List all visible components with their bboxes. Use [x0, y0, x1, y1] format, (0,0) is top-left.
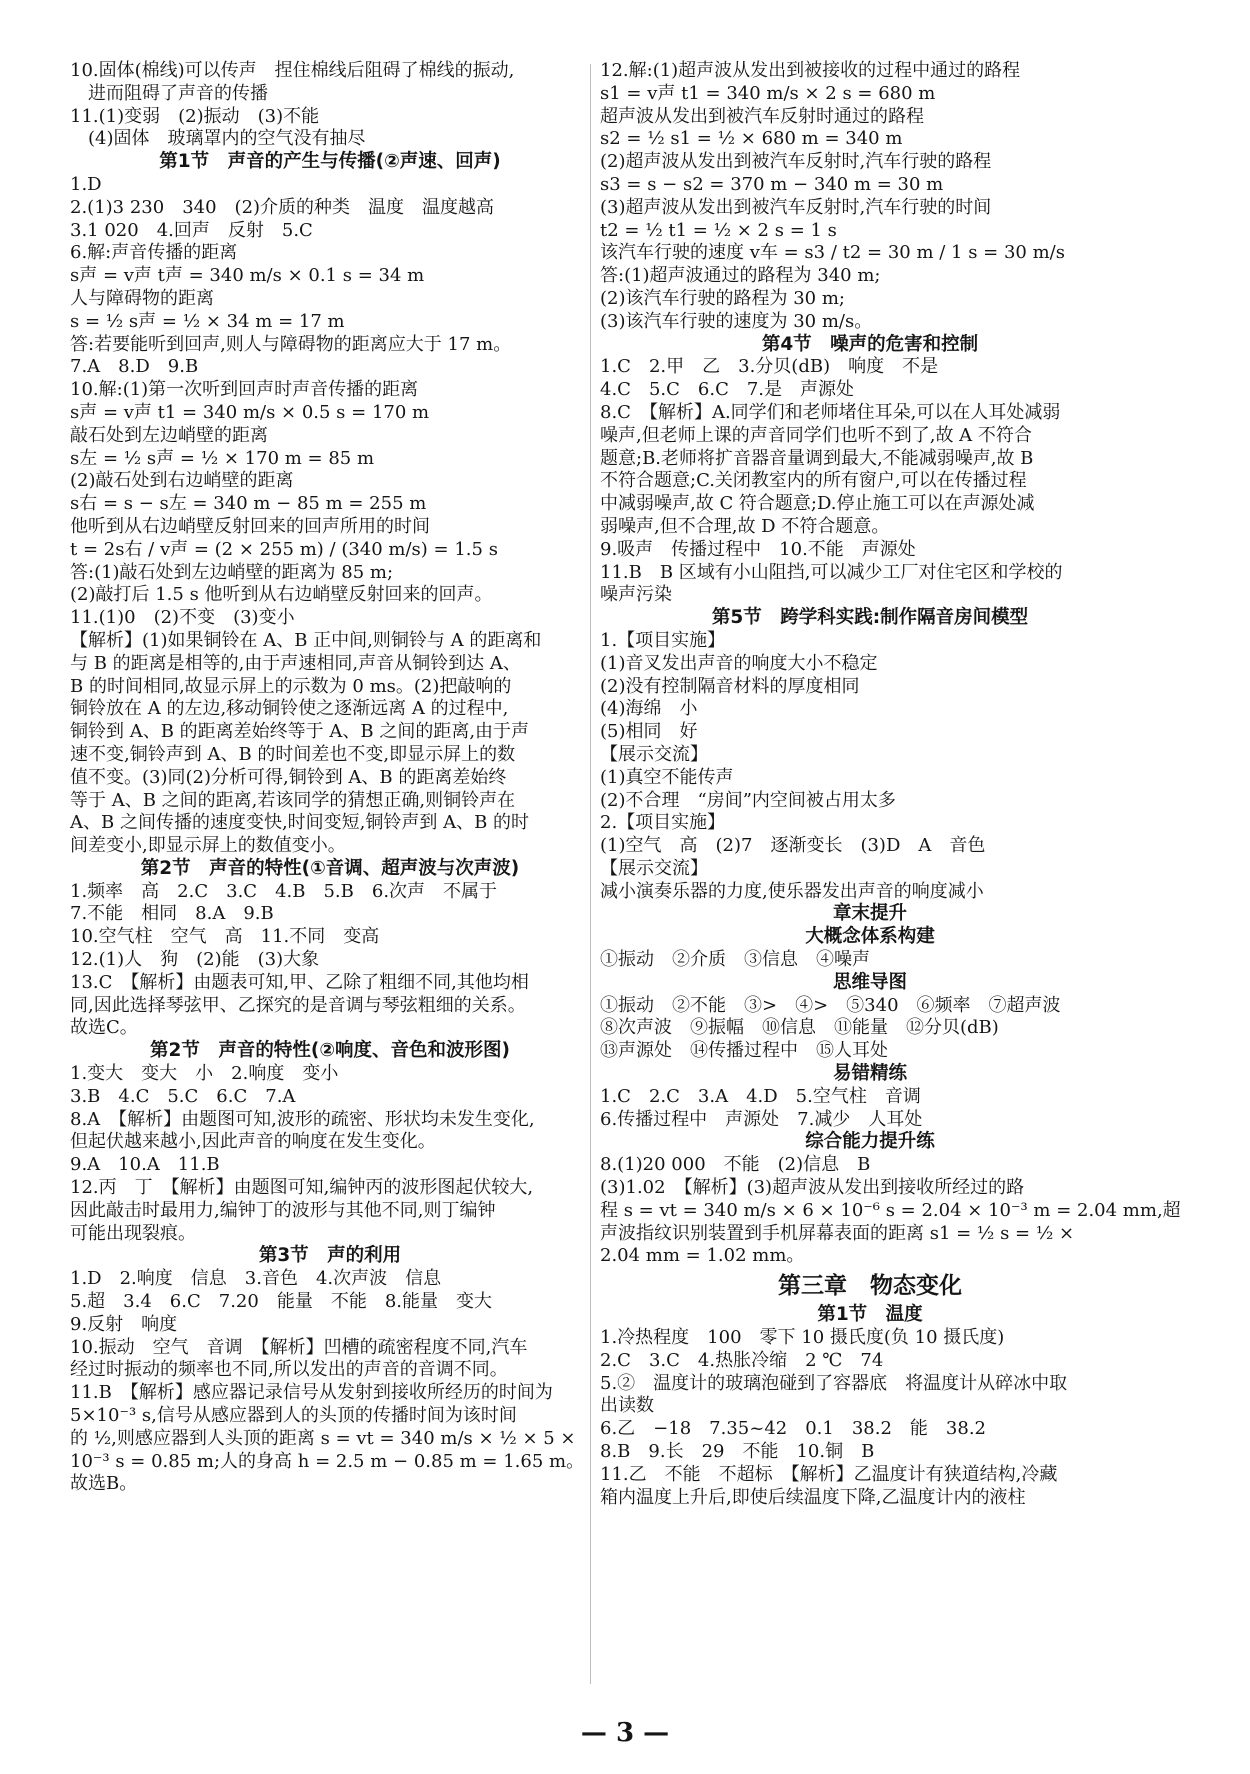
text-line: 经过时振动的频率也不同,所以发出的声音的音调不同。 — [70, 1359, 508, 1381]
text-line: 10⁻³ s = 0.85 m;人的身高 h = 2.5 m − 0.85 m = 1.65 m。 — [70, 1450, 585, 1472]
text-line: 5.超 3.4 6.C 7.20 能量 不能 8.能量 变大 — [70, 1291, 492, 1313]
text-line: 1.变大 变大 小 2.响度 变小 — [70, 1063, 339, 1085]
text-line: 故选B。 — [70, 1473, 138, 1495]
text-line: 铜铃放在 A 的左边,移动铜铃使之逐渐远离 A 的过程中, — [70, 698, 509, 720]
text-line: (2)敲打后 1.5 s 他听到从右边峭壁反射回来的回声。 — [70, 584, 493, 606]
text-line: (2)没有控制隔音材料的厚度相同 — [600, 675, 860, 697]
text-line: 值不变。(3)同(2)分析可得,铜铃到 A、B 的距离差始终 — [70, 766, 507, 788]
text-line: 11.(1)0 (2)不变 (3)变小 — [70, 607, 295, 629]
text-line: 2.04 mm = 1.02 mm。 — [600, 1245, 805, 1267]
text-line: (1)音叉发出声音的响度大小不稳定 — [600, 652, 878, 674]
text-line: 噪声污染 — [600, 584, 672, 606]
section-heading: 第3节 声的利用 — [258, 1245, 402, 1267]
text-line: 同,因此选择琴弦甲、乙探究的是音调与琴弦粗细的关系。 — [70, 994, 526, 1016]
text-line: s声 = v声 t声 = 340 m/s × 0.1 s = 34 m — [70, 265, 425, 287]
text-line: s右 = s − s左 = 340 m − 85 m = 255 m — [70, 493, 427, 515]
text-line: 2.【项目实施】 — [600, 812, 726, 834]
text-line: 1.【项目实施】 — [600, 629, 726, 651]
text-line: 速不变,铜铃声到 A、B 的时间差也不变,即显示屏上的数 — [70, 743, 516, 765]
text-line: (1)空气 高 (2)7 逐渐变长 (3)D A 音色 — [600, 835, 986, 857]
text-line: 9.吸声 传播过程中 10.不能 声源处 — [600, 538, 916, 560]
text-line: 8.(1)20 000 不能 (2)信息 B — [600, 1154, 871, 1176]
text-line: 敲石处到左边峭壁的距离 — [70, 424, 268, 446]
left-column — [70, 60, 590, 1496]
text-line: (4)海绵 小 — [600, 698, 698, 720]
text-line: 【解析】(1)如果铜铃在 A、B 正中间,则铜铃与 A 的距离和 — [70, 629, 542, 651]
text-line: (2)超声波从发出到被汽车反射时,汽车行驶的路程 — [600, 151, 992, 173]
page-number: — 3 — — [580, 1718, 670, 1748]
section-heading: 第2节 声音的特性(①音调、超声波与次声波) — [140, 857, 520, 879]
text-line: 箱内温度上升后,即使后续温度下降,乙温度计内的液柱 — [600, 1486, 1026, 1508]
text-line: (2)不合理 “房间”内空间被占用太多 — [600, 789, 896, 811]
text-line: 间差变小,即显示屏上的数值变小。 — [70, 835, 346, 857]
text-line: t = 2s右 / v声 = (2 × 255 m) / (340 m/s) = 1.5 s — [70, 538, 498, 560]
text-line: 1.频率 高 2.C 3.C 4.B 5.B 6.次声 不属于 — [70, 880, 498, 902]
text-line: 10.解:(1)第一次听到回声时声音传播的距离 — [70, 379, 419, 401]
text-line: 1.D — [70, 173, 102, 195]
text-line: s1 = v声 t1 = 340 m/s × 2 s = 680 m — [600, 82, 936, 104]
text-line: t2 = ½ t1 = ½ × 2 s = 1 s — [600, 219, 837, 241]
text-line: (3)该汽车行驶的速度为 30 m/s。 — [600, 310, 873, 332]
text-line: 12.丙 丁 【解析】由题图可知,编钟丙的波形图起伏较大, — [70, 1177, 534, 1199]
text-line: 弱噪声,但不合理,故 D 不符合题意。 — [600, 515, 890, 537]
text-line: 【展示交流】 — [600, 743, 708, 765]
text-line: ⑬声源处 ⑭传播过程中 ⑮人耳处 — [600, 1040, 888, 1062]
text-line: 因此敲击时最用力,编钟丁的波形与其他不同,则丁编钟 — [70, 1199, 496, 1221]
text-line: 7.A 8.D 9.B — [70, 356, 199, 378]
text-line: 他听到从右边峭壁反射回来的回声所用的时间 — [70, 515, 430, 537]
text-line: 9.A 10.A 11.B — [70, 1154, 220, 1176]
text-line: 1.C 2.甲 乙 3.分贝(dB) 响度 不是 — [600, 356, 939, 378]
text-line: 11.B B 区域有小山阻挡,可以减少工厂对住宅区和学校的 — [600, 561, 1063, 583]
text-line: 10.空气柱 空气 高 11.不同 变高 — [70, 926, 380, 948]
right-column — [600, 60, 1181, 1509]
text-line: 6.乙 −18 7.35~42 0.1 38.2 能 38.2 — [600, 1418, 987, 1440]
section-heading: 大概念体系构建 — [805, 926, 935, 948]
section-heading: 第1节 温度 — [817, 1304, 923, 1326]
section-heading: 第1节 声音的产生与传播(②声速、回声) — [159, 151, 501, 173]
text-line: (3)超声波从发出到被汽车反射时,汽车行驶的时间 — [600, 196, 992, 218]
text-line: 3.B 4.C 5.C 6.C 7.A — [70, 1085, 296, 1107]
text-line: 11.B 【解析】感应器记录信号从发射到接收所经历的时间为 — [70, 1382, 553, 1404]
text-line: 故选C。 — [70, 1017, 138, 1039]
text-line: 1.冷热程度 100 零下 10 摄氏度(负 10 摄氏度) — [600, 1327, 1005, 1349]
text-line: s2 = ½ s1 = ½ × 680 m = 340 m — [600, 128, 903, 150]
text-line: 题意;B.老师将扩音器音量调到最大,不能减弱噪声,故 B — [600, 447, 1034, 469]
text-line: 5.② 温度计的玻璃泡碰到了容器底 将温度计从碎冰中取 — [600, 1372, 1068, 1394]
text-line: B 的时间相同,故显示屏上的示数为 0 ms。(2)把敲响的 — [70, 675, 512, 697]
text-line: 7.不能 相同 8.A 9.B — [70, 903, 274, 925]
text-line: 答:若要能听到回声,则人与障碍物的距离应大于 17 m。 — [70, 333, 512, 355]
text-line: 3.1 020 4.回声 反射 5.C — [70, 219, 313, 241]
text-line: ⑧次声波 ⑨振幅 ⑩信息 ⑪能量 ⑫分贝(dB) — [600, 1017, 999, 1039]
text-line: 1.C 2.C 3.A 4.D 5.空气柱 音调 — [600, 1085, 921, 1107]
text-line: 10.固体(棉线)可以传声 捏住棉线后阻碍了棉线的振动, — [70, 60, 515, 81]
text-line: 2.(1)3 230 340 (2)介质的种类 温度 温度越高 — [70, 196, 495, 218]
text-line: 但起伏越来越小,因此声音的响度在发生变化。 — [70, 1131, 436, 1153]
text-line: 的 ½,则感应器到人头顶的距离 s = vt = 340 m/s × ½ × 5 × — [70, 1427, 576, 1449]
text-line: 1.D 2.响度 信息 3.音色 4.次声波 信息 — [70, 1268, 442, 1290]
text-line: (4)固体 玻璃罩内的空气没有抽尽 — [70, 128, 366, 150]
text-line: 等于 A、B 之间的距离,若该同学的猜想正确,则铜铃声在 — [70, 789, 516, 811]
section-heading: 易错精练 — [832, 1063, 907, 1085]
text-line: ①振动 ②不能 ③> ④> ⑤340 ⑥频率 ⑦超声波 — [600, 994, 1061, 1016]
section-heading: 第2节 声音的特性(②响度、音色和波形图) — [150, 1040, 510, 1062]
text-line: 【展示交流】 — [600, 857, 708, 879]
section-heading: 综合能力提升练 — [805, 1131, 935, 1153]
text-line: 减小演奏乐器的力度,使乐器发出声音的响度减小 — [600, 880, 984, 902]
text-line: s = ½ s声 = ½ × 34 m = 17 m — [70, 310, 345, 332]
text-line: 12.(1)人 狗 (2)能 (3)大象 — [70, 949, 320, 971]
section-heading: 思维导图 — [832, 971, 907, 993]
text-line: 进而阻碍了声音的传播 — [70, 82, 268, 104]
text-line: s3 = s − s2 = 370 m − 340 m = 30 m — [600, 173, 944, 195]
text-line: (1)真空不能传声 — [600, 766, 734, 788]
text-line: 11.乙 不能 不超标 【解析】乙温度计有狭道结构,冷藏 — [600, 1463, 1058, 1485]
text-line: 超声波从发出到被汽车反射时通过的路程 — [600, 105, 924, 127]
text-line: 8.A 【解析】由题图可知,波形的疏密、形状均未发生变化, — [70, 1108, 535, 1130]
text-line: 程 s = vt = 340 m/s × 6 × 10⁻⁶ s = 2.04 × 10⁻³ m = 2.04 mm,超 — [600, 1199, 1181, 1221]
text-line: 可能出现裂痕。 — [70, 1222, 196, 1244]
text-line: 答:(1)敲石处到左边峭壁的距离为 85 m; — [70, 561, 394, 583]
text-line: 13.C 【解析】由题表可知,甲、乙除了粗细不同,其他均相 — [70, 971, 529, 993]
text-line: 4.C 5.C 6.C 7.是 声源处 — [600, 379, 855, 401]
section-heading: 第5节 跨学科实践:制作隔音房间模型 — [711, 607, 1029, 629]
text-line: 6.解:声音传播的距离 — [70, 242, 238, 264]
text-line: 噪声,但老师上课的声音同学们也听不到了,故 A 不符合 — [600, 424, 1032, 446]
text-line: ①振动 ②介质 ③信息 ④噪声 — [600, 949, 870, 971]
section-heading: 第三章 物态变化 — [778, 1273, 962, 1300]
column-divider — [590, 64, 591, 1684]
text-line: 9.反射 响度 — [70, 1313, 178, 1335]
text-line: (2)该汽车行驶的路程为 30 m; — [600, 287, 845, 309]
text-line: 6.传播过程中 声源处 7.减少 人耳处 — [600, 1108, 923, 1130]
text-line: 人与障碍物的距离 — [70, 287, 214, 309]
text-line: 该汽车行驶的速度 v车 = s3 / t2 = 30 m / 1 s = 30 m/s — [600, 242, 1065, 264]
text-line: 与 B 的距离是相等的,由于声速相同,声音从铜铃到达 A、 — [70, 652, 521, 674]
text-line: 8.C 【解析】A.同学们和老师堵住耳朵,可以在人耳处减弱 — [600, 401, 1061, 423]
text-line: s声 = v声 t1 = 340 m/s × 0.5 s = 170 m — [70, 401, 430, 423]
text-line: 不符合题意;C.关闭教室内的所有窗户,可以在传播过程 — [600, 470, 1027, 492]
text-line: 铜铃到 A、B 的距离差始终等于 A、B 之间的距离,由于声 — [70, 721, 530, 743]
text-line: 11.(1)变弱 (2)振动 (3)不能 — [70, 105, 320, 127]
section-heading: 章末提升 — [832, 903, 907, 925]
text-line: 2.C 3.C 4.热胀冷缩 2 ℃ 74 — [600, 1349, 884, 1371]
text-line: 10.振动 空气 音调 【解析】凹槽的疏密程度不同,汽车 — [70, 1336, 528, 1358]
text-line: (5)相同 好 — [600, 721, 698, 743]
text-line: 8.B 9.长 29 不能 10.铜 B — [600, 1441, 875, 1463]
section-heading: 第4节 噪声的危害和控制 — [761, 333, 979, 355]
text-line: s左 = ½ s声 = ½ × 170 m = 85 m — [70, 447, 375, 469]
text-line: (3)1.02 【解析】(3)超声波从发出到接收所经过的路 — [600, 1177, 1025, 1199]
text-line: 中减弱噪声,故 C 符合题意;D.停止施工可以在声源处减 — [600, 493, 1035, 515]
text-line: 答:(1)超声波通过的路程为 340 m; — [600, 265, 881, 287]
text-line: 5×10⁻³ s,信号从感应器到人的头顶的传播时间为该时间 — [70, 1405, 517, 1427]
text-line: 出读数 — [600, 1395, 654, 1417]
text-line: 声波指纹识别装置到手机屏幕表面的距离 s1 = ½ s = ½ × — [600, 1222, 1075, 1244]
text-line: (2)敲石处到右边峭壁的距离 — [70, 470, 294, 492]
text-line: A、B 之间传播的速度变快,时间变短,铜铃声到 A、B 的时 — [70, 812, 530, 834]
text-line: 12.解:(1)超声波从发出到被接收的过程中通过的路程 — [600, 60, 1021, 81]
